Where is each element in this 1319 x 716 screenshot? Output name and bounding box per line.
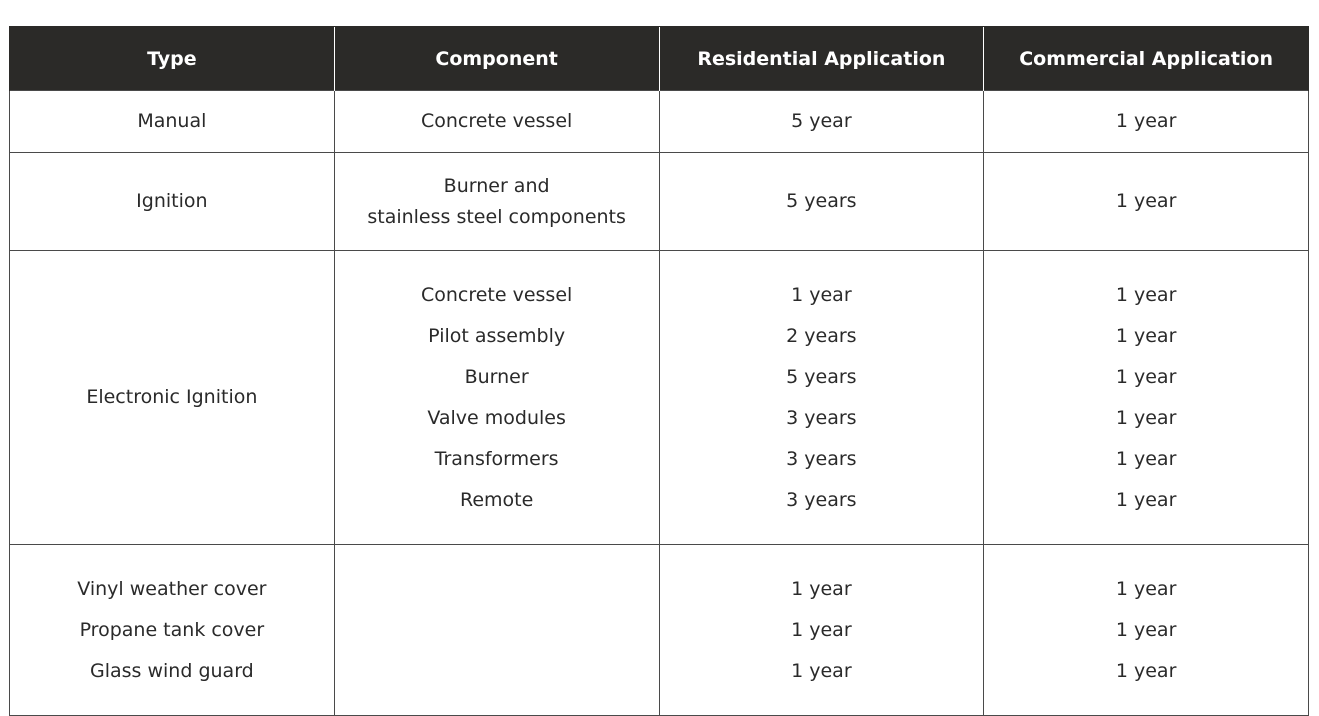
component-line: Pilot assembly — [428, 324, 566, 347]
type-cell — [10, 545, 335, 716]
type-line: Vinyl weather cover — [77, 577, 267, 600]
component-cell: Concrete vessel — [334, 91, 659, 153]
residential-line: 1 year — [791, 618, 852, 641]
component-cell — [334, 545, 659, 716]
residential-cell — [659, 545, 984, 716]
commercial-line: 1 year — [1115, 406, 1177, 429]
residential-line: 3 years — [786, 406, 857, 429]
commercial-line: 1 year — [1115, 447, 1177, 470]
component-line: Transformers — [434, 447, 559, 470]
component-line: Concrete vessel — [420, 283, 573, 306]
warranty-table — [9, 26, 1309, 716]
header-residential: Residential Application — [659, 27, 984, 91]
residential-line: 1 year — [791, 577, 852, 600]
commercial-line: 1 year — [1115, 618, 1177, 641]
component-cell — [334, 251, 659, 545]
component-line: Burner and — [443, 174, 550, 197]
table-row — [10, 153, 1309, 251]
residential-cell: 5 years — [659, 153, 984, 251]
table-row — [10, 91, 1309, 153]
type-line: Propane tank cover — [79, 618, 265, 641]
component-line: Valve modules — [427, 406, 566, 429]
commercial-line: 1 year — [1115, 577, 1177, 600]
header-component: Component — [334, 27, 659, 91]
commercial-cell — [984, 545, 1309, 716]
commercial-cell: 1 year — [984, 153, 1309, 251]
table-row — [10, 251, 1309, 545]
type-cell: Electronic Ignition — [10, 251, 335, 545]
commercial-cell: 1 year — [984, 91, 1309, 153]
commercial-line: 1 year — [1115, 659, 1177, 682]
component-line: Burner — [464, 365, 529, 388]
header-type: Type — [10, 27, 335, 91]
residential-line: 3 years — [786, 447, 857, 470]
type-line: Glass wind guard — [90, 659, 254, 682]
table-row — [10, 545, 1309, 716]
commercial-line: 1 year — [1115, 488, 1177, 511]
commercial-cell — [984, 251, 1309, 545]
commercial-line: 1 year — [1115, 365, 1177, 388]
residential-line: 5 years — [786, 365, 857, 388]
residential-line: 2 years — [786, 324, 857, 347]
residential-line: 1 year — [791, 659, 852, 682]
table-header — [10, 27, 1309, 91]
component-line: stainless steel components — [367, 205, 626, 228]
type-cell: Manual — [10, 91, 335, 153]
header-commercial: Commercial Application — [984, 27, 1309, 91]
residential-cell — [659, 251, 984, 545]
component-cell — [334, 153, 659, 251]
commercial-line: 1 year — [1115, 324, 1177, 347]
residential-cell: 5 year — [659, 91, 984, 153]
type-cell: Ignition — [10, 153, 335, 251]
residential-line: 1 year — [791, 283, 852, 306]
header-row — [10, 27, 1309, 91]
residential-line: 3 years — [786, 488, 857, 511]
commercial-line: 1 year — [1115, 283, 1177, 306]
component-line: Remote — [459, 488, 534, 511]
